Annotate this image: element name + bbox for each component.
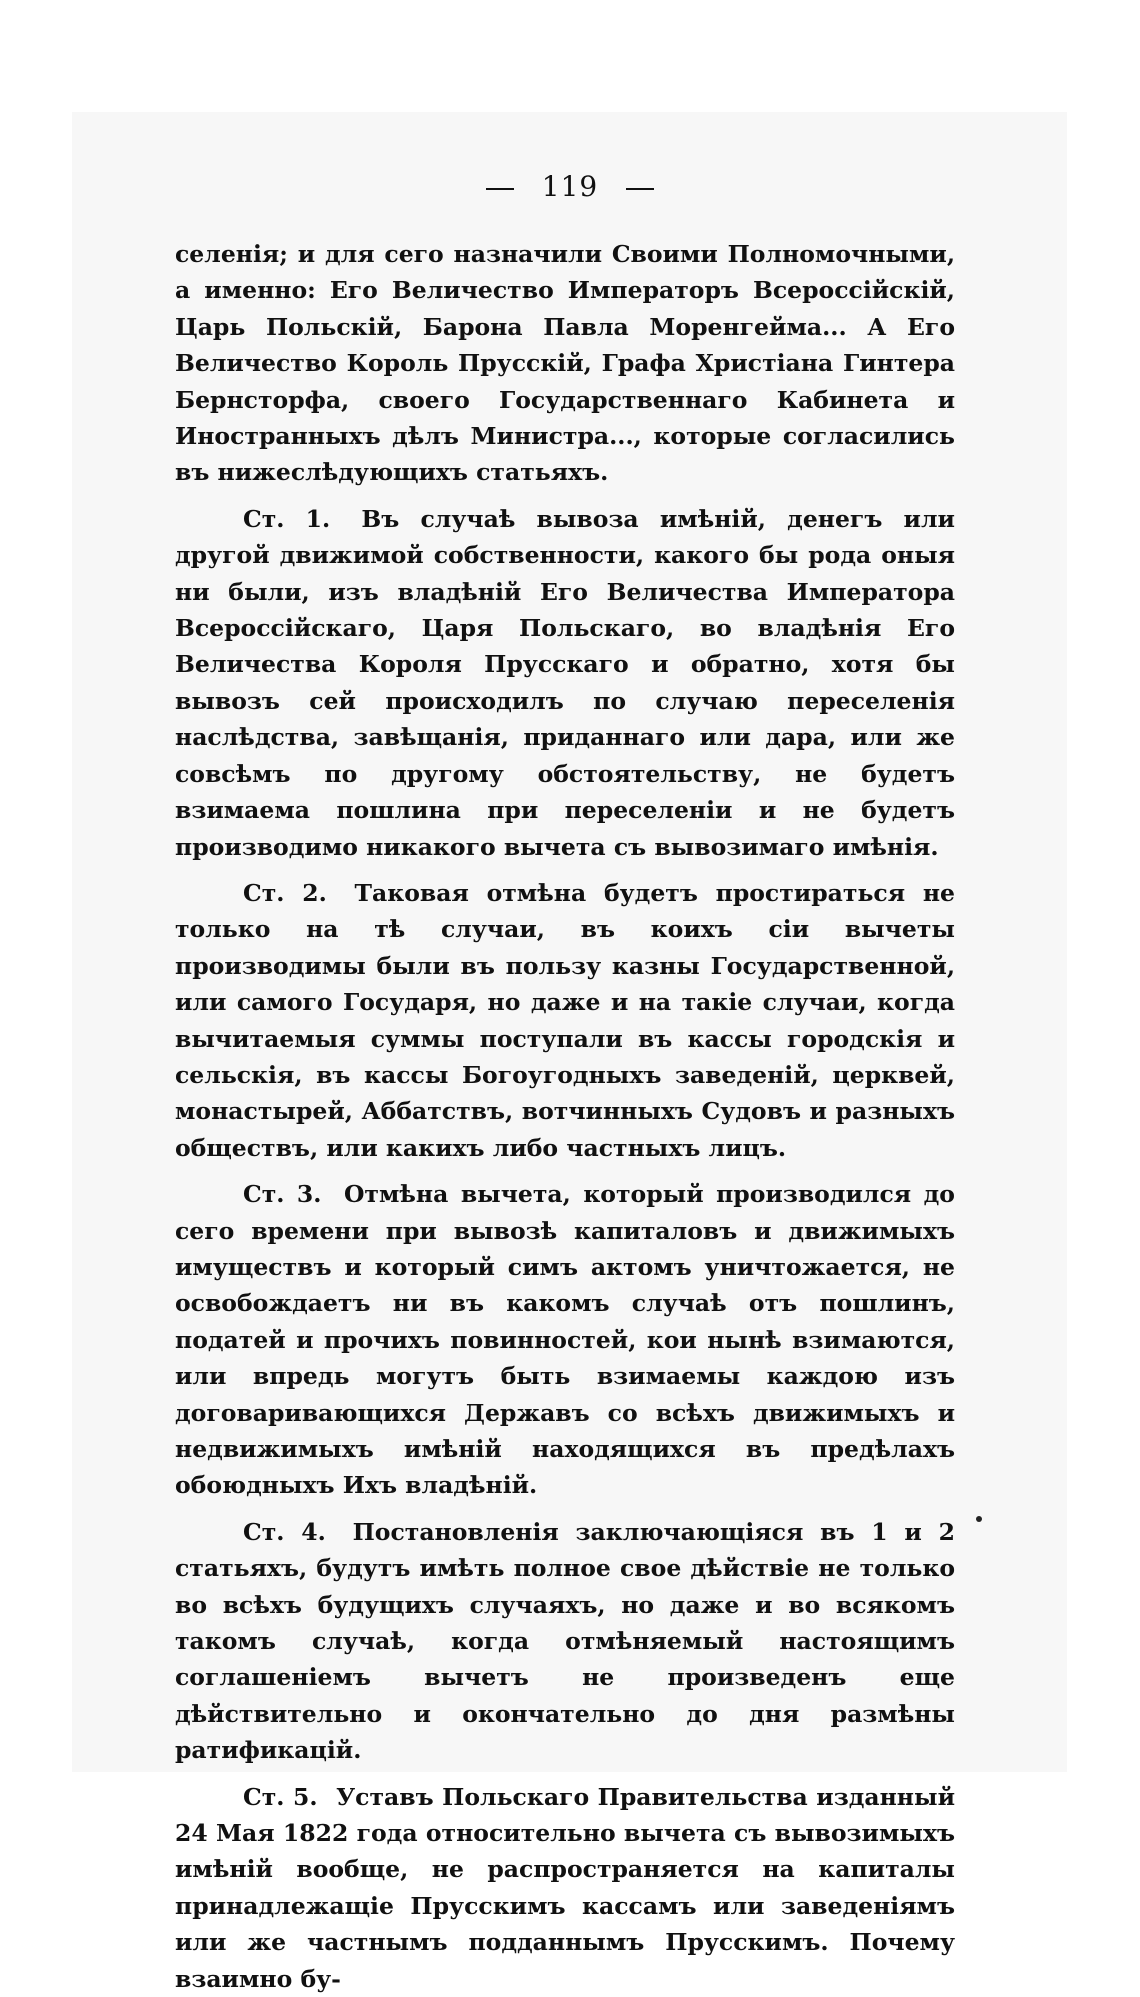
article-text: Таковая отмѣна будетъ простираться не только на тѣ случаи, въ коихъ сіи вычеты производимы были въ пользу казны Государственной, или самого Государя, но даже и на такіе случаи, когда вычитаемыя суммы поступали въ кассы городскія и сельскія, въ кассы Богоугодныхъ заведеній, церквей, монастырей, Аббатствъ, вотчинныхъ Судовъ и разныхъ обществъ, или какихъ либо частныхъ лицъ. — [175, 878, 955, 1162]
article-1 — [175, 501, 955, 865]
article-4 — [175, 1514, 955, 1769]
article-text: Постановленія заключающіяся въ 1 и 2 статьяхъ, будутъ имѣть полное свое дѣйствіе не только во всѣхъ будущихъ случаяхъ, но даже и во всякомъ такомъ случаѣ, когда отмѣняемый настоящимъ соглашеніемъ вычетъ не произведенъ еще дѣйствительно и окончательно до дня размѣны ратификацій. — [175, 1517, 955, 1765]
article-text: Въ случаѣ вывоза имѣній, денегъ или другой движимой собственности, какого бы рода оныя ни были, изъ владѣній Его Величества Императора Всероссійскаго, Царя Польскаго, во владѣнія Его Величества Короля Прусскаго и обратно, хотя бы вывозъ сей происходилъ по случаю переселенія наслѣдства, завѣщанія, приданнаго или дара, или же совсѣмъ по другому обстоятельству, не будетъ взимаема пошлина при переселеніи и не будетъ производимо никакого вычета съ вывозимаго имѣнія. — [175, 504, 955, 861]
page-number-header — [0, 170, 1140, 203]
right-dash — [626, 188, 654, 190]
article-3 — [175, 1176, 955, 1504]
article-label: Ст. 5. — [243, 1782, 318, 1811]
left-dash — [486, 188, 514, 190]
article-5 — [175, 1779, 955, 1997]
document-body — [175, 236, 955, 1997]
article-text: Отмѣна вычета, который производился до сего времени при вывозѣ капиталовъ и движимыхъ имуществъ и который симъ актомъ уничтожается, не освобождаетъ ни въ какомъ случаѣ отъ пошлинъ, податей и прочихъ повинностей, кои нынѣ взимаются, или впредь могутъ быть взимаемы каждою изъ договаривающихся Державъ со всѣхъ движимыхъ и недвижимыхъ имѣній находящихся въ предѣлахъ обоюдныхъ Ихъ владѣній. — [175, 1180, 955, 1500]
article-label: Ст. 4. — [243, 1517, 326, 1546]
ink-speck — [976, 1516, 982, 1522]
page-number: 119 — [541, 170, 599, 203]
article-text: Уставъ Польскаго Правительства изданный 24 Мая 1822 года относительно вычета съ вывозимыхъ имѣній вообще, не распространяется на капиталы принадлежащіе Прусскимъ кассамъ или заведеніямъ или же частнымъ подданнымъ Прусскимъ. Почему взаимно бу- — [175, 1782, 955, 1993]
article-2 — [175, 875, 955, 1166]
paragraph-intro — [175, 236, 955, 491]
paragraph-text: селенія; и для сего назначили Своими Полномочными, а именно: Его Величество Императоръ Всероссійскій, Царь Польскій, Барона Павла Моренгейма... А Его Величество Король Прусскій, Графа Христіана Гинтера Бернсторфа, своего Государственнаго Кабинета и Иностранныхъ дѣлъ Министра..., которые согласились въ нижеслѣдующихъ статьяхъ. — [175, 240, 955, 487]
article-label: Ст. 2. — [243, 878, 327, 907]
article-label: Ст. 1. — [243, 504, 331, 533]
article-label: Ст. 3. — [243, 1180, 322, 1209]
